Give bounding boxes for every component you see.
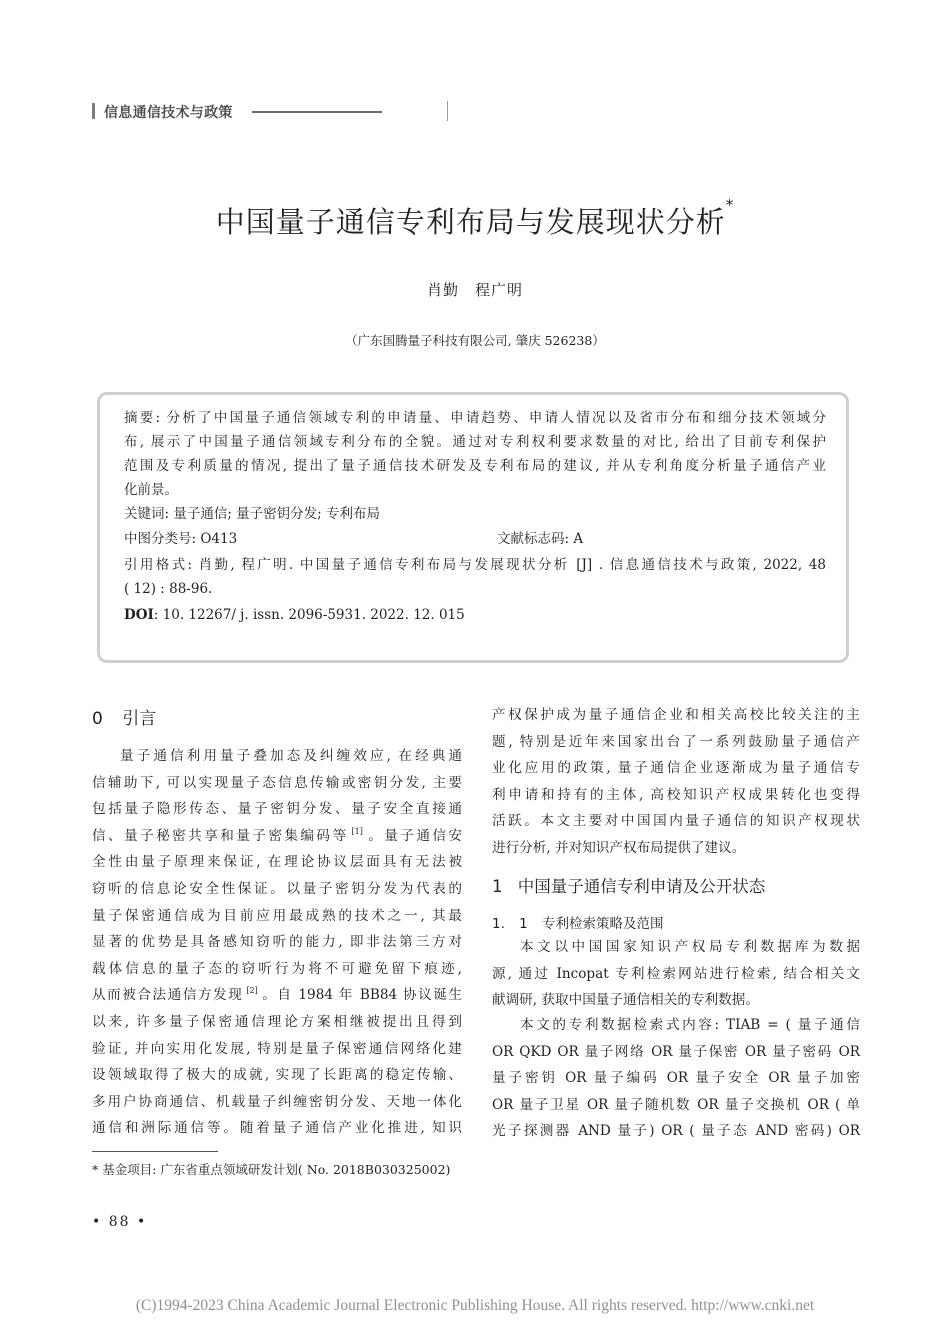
paragraph-line: 多用户协商通信、机载量子纠缠密钥分发、天地一体化 (92, 1093, 462, 1110)
paragraph-line: 验证, 并向实用化发展, 特别是量子保密通信网络化建 (92, 1040, 462, 1057)
right-column-paragraph (492, 1012, 860, 1145)
section-heading-1: 1 中国量子通信专利申请及公开状态 (492, 877, 766, 896)
paragraph-line: 显著的优势是具备感知窃听的能力, 即非法第三方对 (92, 934, 462, 951)
paragraph-line: 活跃。本文主要对中国国内量子通信的知识产权现状 (492, 813, 860, 830)
line-text: 信、量子秘密共享和量子密集编码等 (92, 827, 349, 844)
citation-ref: [2] (246, 986, 258, 996)
subsection-heading-1-1: 1. 1 专利检索策略及范围 (492, 916, 664, 932)
line-text: 从而被合法通信方发现 (92, 987, 244, 1004)
paragraph-line: 进行分析, 并对知识产权布局提供了建议。 (492, 839, 746, 856)
paragraph-line: 设领域取得了极大的成就, 实现了长距离的稳定传输、 (92, 1067, 462, 1084)
header-rule (252, 111, 382, 113)
copyright-watermark: (C)1994-2023 China Academic Journal Electronic Publishing House. All rights reserved. http://www.cnki.net (135, 1297, 815, 1314)
authors: 肖勤 程广明 (426, 281, 523, 299)
journal-header (92, 101, 448, 121)
paragraph-line: 信辅助下, 可以实现量子态信息传输或密钥分发, 主要 (92, 774, 462, 791)
paragraph-line: 利申请和持有的主体, 高校知识产权成果转化也变得 (492, 786, 860, 803)
title-text: 中国量子通信专利布局与发展现状分析 (215, 205, 726, 239)
right-column-paragraph (492, 934, 860, 1014)
doi-label: DOI (124, 607, 154, 623)
paragraph-line: 题, 特别是近年来国家出台了一系列鼓励量子通信产 (492, 733, 860, 750)
citation-line: 引用格式: 肖勤, 程广明. 中国量子通信专利布局与发展现状分析 [J] . 信息通信技术与政策, 2022, 48 (124, 557, 826, 573)
abstract-line: 摘要: 分析了中国量子通信领域专利的申请量、申请趋势、申请人情况以及省市分布和细分技术领域分 (124, 410, 826, 426)
right-column-intro-continued (492, 702, 860, 862)
header-end-line (447, 101, 448, 121)
paragraph-line (92, 982, 462, 1009)
paragraph-line: 窃听的信息论安全性保证。以量子密钥分发为代表的 (92, 880, 462, 897)
title-footnote-mark: * (725, 196, 735, 214)
journal-section-label: 信息通信技术与政策 (104, 105, 233, 121)
paragraph-line: 载体信息的量子态的窃听行为将不可避免留下痕迹, (92, 960, 462, 977)
paragraph-line: 献调研, 获取中国量子通信相关的专利数据。 (492, 992, 759, 1009)
paragraph-line: 业化应用的政策, 量子通信企业逐渐成为量子通信专 (492, 760, 860, 777)
paragraph-line: 量子密钥 OR 量子编码 OR 量子安全 OR 量子加密 (492, 1070, 860, 1087)
abstract-line: 范围及专利质量的情况, 提出了量子通信技术研发及专利布局的建议, 并从专利角度分析量子通信产业 (124, 458, 826, 474)
paragraph-line: 量子保密通信成为目前应用最成熟的技术之一, 其最 (92, 907, 462, 924)
page-number: • 88 • (92, 1214, 148, 1230)
line-text: 。量子通信安 (365, 827, 463, 844)
doi (124, 603, 465, 627)
paragraph-line: OR QKD OR 量子网络 OR 量子保密 OR 量子密码 OR (492, 1043, 860, 1060)
paragraph-line: 以来, 许多量子保密通信理论方案相继被提出且得到 (92, 1013, 462, 1030)
header-accent-bar (92, 103, 95, 119)
paragraph-line: 全性由量子原理来保证, 在理论协议层面具有无法被 (92, 854, 462, 871)
paragraph-line: 量子通信利用量子叠加态及纠缠效应, 在经典通 (120, 748, 462, 764)
abstract-line: 化前景。 (124, 482, 178, 498)
doi-value: : 10. 12267/ j. issn. 2096-5931. 2022. 12. 015 (153, 607, 465, 623)
citation-line: ( 12) : 88-96. (124, 581, 213, 597)
abstract-line: 布, 展示了中国量子通信领域专利分布的全貌。通过对专利权利要求数量的对比, 给出了目前专利保护 (124, 434, 826, 450)
left-column (92, 743, 462, 1142)
affiliation: （广东国腾量子科技有限公司, 肇庆 526238） (345, 333, 605, 348)
paragraph-line: 通信和洲际通信等。随着量子通信产业化推进, 知识 (92, 1120, 462, 1137)
footnote: * 基金项目: 广东省重点领域研发计划( No. 2018B030325002) (92, 1162, 451, 1177)
document-code: 文献标志码: A (497, 531, 584, 547)
paragraph-line: 产权保护成为量子通信企业和相关高校比较关注的主 (492, 707, 860, 723)
paragraph-line: 包括量子隐形传态、量子密钥分发、量子安全直接通 (92, 801, 462, 818)
paragraph-line (92, 823, 462, 850)
paragraph-line: 源, 通过 Incopat 专利检索网站进行检索, 结合相关文 (492, 965, 860, 982)
keywords: 关键词: 量子通信; 量子密钥分发; 专利布局 (124, 506, 381, 522)
paragraph-line: 光子探测器 AND 量子) OR ( 量子态 AND 密码) OR (492, 1123, 860, 1140)
footnote-rule (92, 1151, 218, 1152)
paragraph-line: OR 量子卫星 OR 量子随机数 OR 量子交换机 OR ( 单 (492, 1096, 860, 1113)
clc-number: 中图分类号: O413 (124, 531, 238, 547)
article-title (0, 196, 950, 241)
citation-ref: [1] (351, 826, 363, 836)
line-text: 。自 1984 年 BB84 协议诞生 (260, 987, 463, 1004)
paragraph-line: 本文以中国国家知识产权局专利数据库为数据 (520, 939, 860, 955)
section-heading-intro: 0 引言 (92, 709, 157, 729)
paragraph-line: 本文的专利数据检索式内容: TIAB = ( 量子通信 (520, 1017, 860, 1033)
